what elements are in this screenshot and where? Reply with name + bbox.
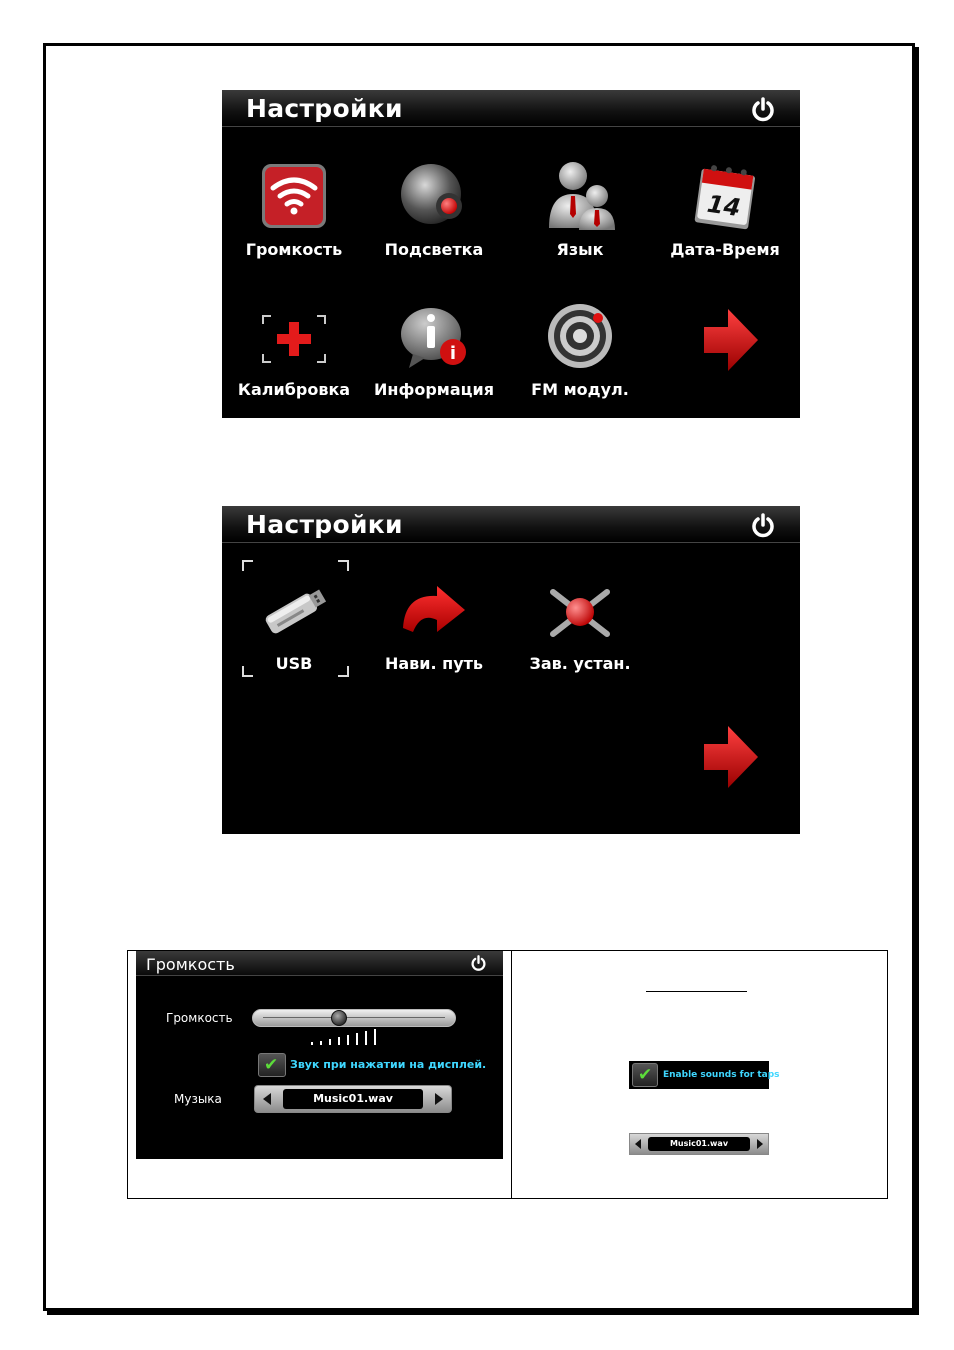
- volume-label: Громкость: [166, 1011, 233, 1025]
- settings-screen-1: [222, 90, 800, 418]
- slider-line: [263, 1017, 445, 1018]
- svg-text:14: 14: [705, 189, 743, 223]
- heading-underline: [646, 991, 747, 992]
- next-arrow-icon[interactable]: [435, 1093, 443, 1105]
- tile-information[interactable]: [364, 288, 504, 418]
- screen-title: Громкость: [146, 955, 235, 974]
- backlight-bulb-icon: [399, 158, 469, 232]
- usb-drive-icon: [259, 572, 329, 646]
- tile-label: Нави. путь: [384, 654, 484, 673]
- music-value: Music01.wav: [648, 1137, 750, 1151]
- enable-sounds-label: Enable sounds for taps: [663, 1070, 780, 1080]
- speaker-wave-icon: [259, 158, 329, 232]
- tile-label: FM модул.: [531, 380, 629, 399]
- people-language-icon: [545, 158, 615, 232]
- calibration-cross-icon: [259, 298, 329, 372]
- prev-arrow-icon[interactable]: [635, 1139, 641, 1149]
- tile-label: Дата-Время: [670, 240, 780, 259]
- curved-arrow-icon: [399, 572, 469, 646]
- fm-dial-icon: [545, 298, 615, 372]
- info-bubble-icon: [399, 298, 469, 372]
- tile-label: Громкость: [245, 240, 343, 259]
- tile-fm-modulator[interactable]: [510, 288, 650, 418]
- music-selector-sample: [629, 1133, 769, 1155]
- slider-knob[interactable]: [331, 1010, 347, 1026]
- screen-title: Настройки: [246, 94, 403, 123]
- tile-language[interactable]: [510, 148, 650, 278]
- music-selector: [254, 1085, 452, 1113]
- tile-factory-reset[interactable]: [510, 562, 650, 692]
- calendar-icon: [690, 158, 760, 232]
- music-value: Music01.wav: [283, 1089, 423, 1109]
- svg-text:i: i: [449, 343, 457, 364]
- check-icon: ✔: [638, 1065, 653, 1085]
- tile-label: Информация: [374, 380, 494, 399]
- next-arrow-icon[interactable]: [757, 1139, 763, 1149]
- tile-datetime[interactable]: [655, 148, 795, 278]
- screen-title: Настройки: [246, 510, 403, 539]
- table-divider: [511, 951, 512, 1198]
- next-page-arrow-icon[interactable]: [700, 305, 760, 375]
- factory-reset-icon: [545, 572, 615, 646]
- tile-label: Подсветка: [384, 240, 484, 259]
- tile-calibration[interactable]: [224, 288, 364, 418]
- check-icon: ✔: [264, 1055, 279, 1075]
- volume-screen: [136, 951, 503, 1159]
- tile-volume[interactable]: [224, 148, 364, 278]
- tile-navi-path[interactable]: [364, 562, 504, 692]
- power-icon[interactable]: [750, 97, 776, 123]
- volume-slider[interactable]: [252, 1009, 456, 1027]
- next-page-arrow-icon[interactable]: [700, 722, 760, 792]
- tap-sound-checkbox[interactable]: [258, 1053, 286, 1077]
- power-icon[interactable]: [470, 955, 487, 972]
- tile-label: Зав. устан.: [529, 654, 631, 673]
- volume-settings-table: [127, 950, 888, 1199]
- tile-usb[interactable]: [224, 562, 364, 692]
- enable-sounds-checkbox[interactable]: [632, 1063, 658, 1087]
- prev-arrow-icon[interactable]: [263, 1093, 271, 1105]
- tile-label: Язык: [556, 240, 604, 259]
- tile-label: Калибровка: [237, 380, 351, 399]
- power-icon[interactable]: [750, 513, 776, 539]
- tile-backlight[interactable]: [364, 148, 504, 278]
- settings-screen-2: [222, 506, 800, 834]
- tile-label: USB: [275, 654, 313, 673]
- enable-sounds-sample: [629, 1061, 780, 1089]
- music-label: Музыка: [174, 1092, 222, 1106]
- tap-sound-label: Звук при нажатии на дисплей.: [290, 1058, 487, 1071]
